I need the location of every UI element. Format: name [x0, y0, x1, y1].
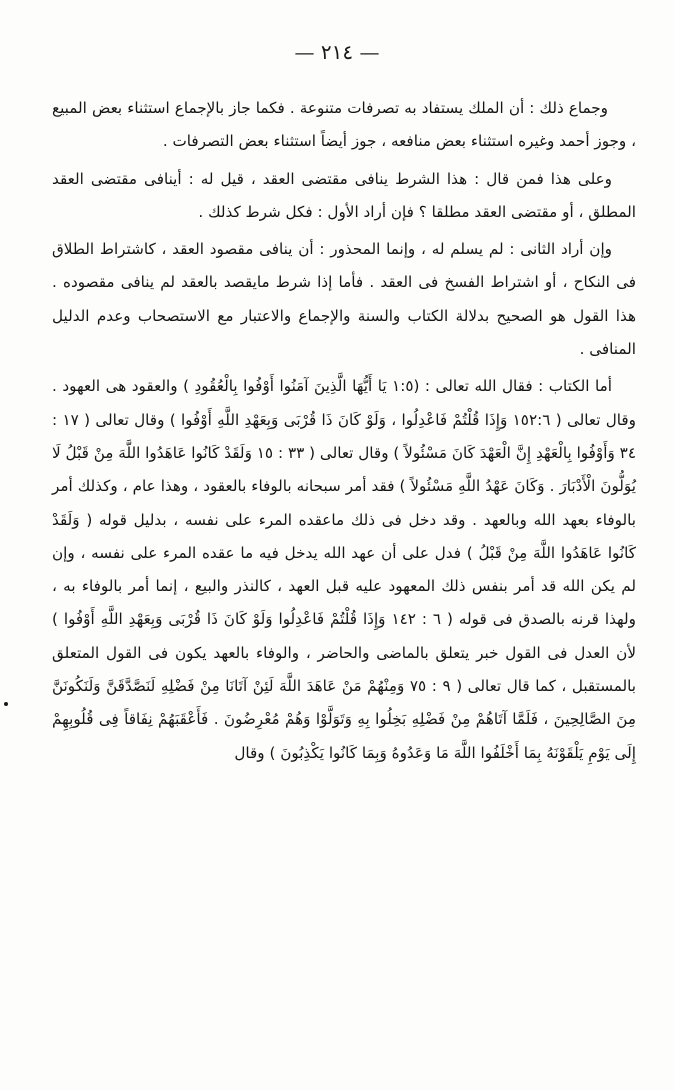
paragraph-sale-exceptions: وجماع ذلك : أن الملك يستفاد به تصرفات متنوعة . فكما جاز بالإجماع استثناء بعض المبيع ، وجوز أحمد وغيره استثناء بعض منافعه ، جوز أيضاً استثناء بعض التصرفات .	[52, 99, 636, 151]
margin-dot	[4, 702, 8, 706]
page-body	[52, 92, 636, 774]
paragraph-contract-requirement: وعلى هذا فمن قال : هذا الشرط ينافى مقتضى العقد ، قيل له : أينافى مقتضى العقد المطلق ، أو مقتضى العقد مطلقا ؟ فإن أراد الأول : فكل شرط كذلك .	[52, 169, 636, 221]
paragraph-contract-purpose: وإن أراد الثانى : لم يسلم له ، وإنما المحذور : أن ينافى مقصود العقد ، كاشتراط الطلاق فى النكاح ، أو اشتراط الفسخ فى العقد . فأما إذا شرط مايقصد بالعقد لم ينافى مقصوده . هذا القول هو الصحيح بدلالة الكتاب والسنة والإجماع والاعتبار مع الاستصحاب وعدم الدليل المنافى .	[52, 240, 636, 359]
paragraph-quran-evidence: أما الكتاب : فقال الله تعالى : (١:٥ يَا أَيُّهَا الَّذِينَ آمَنُوا أَوْفُوا بِالْعُقُودِ ) والعقود هى العهود . وقال تعالى ( ١٥٢:٦ وَإِذَا قُلْتُمْ فَاعْدِلُوا ، وَلَوْ كَانَ ذَا قُرْبَى وَبِعَهْدِ اللَّهِ أَوْفُوا ) وقال تعالى ( ١٧ : ٣٤ وَأَوْفُوا بِالْعَهْدِ إِنَّ الْعَهْدَ كَانَ مَسْئُولاً ) وقال تعالى ( ٣٣ : ١٥ وَلَقَدْ كَانُوا عَاهَدُوا اللَّهَ مِنْ قَبْلُ لَا يُوَلُّونَ الْأَدْبَارَ . وَكَانَ عَهْدُ اللَّهِ مَسْئُولاً ) فقد أمر سبحانه بالوفاء بالعقود ، وهذا عام ، وكذلك أمر بالوفاء بعهد الله وبالعهد . وقد دخل فى ذلك ماعقده المرء على نفسه ، بدليل قوله ( وَلَقَدْ كَانُوا عَاهَدُوا اللَّهَ مِنْ قَبْلُ ) فدل على أن عهد الله يدخل فيه ما عقده المرء على نفسه ، وإن لم يكن الله قد أمر بنفس ذلك المعهود عليه قبل العهد ، كالنذر والبيع ، إنما أمر بالوفاء به ، ولهذا قرنه بالصدق فى قوله ( ٦ : ١٤٢ وَإِذَا قُلْتُمْ فَاعْدِلُوا وَلَوْ كَانَ ذَا قُرْبَى وَبِعَهْدِ اللَّهِ أَوْفُوا ) لأن العدل فى القول خبر يتعلق بالماضى والحاضر ، والوفاء بالعهد يكون فى القول المتعلق بالمستقبل ، كما قال تعالى ( ٩ : ٧٥ وَمِنْهُمْ مَنْ عَاهَدَ اللَّهَ لَئِنْ آتَانَا مِنْ فَضْلِهِ لَنَصَّدَّقَنَّ وَلَنَكُونَنَّ مِنَ الصَّالِحِينَ ، فَلَمَّا آتَاهُمْ مِنْ فَضْلِهِ بَخِلُوا بِهِ وَتَوَلَّوْا وَهُمْ مُعْرِضُونَ . فَأَعْقَبَهُمْ نِفَاقاً فِى قُلُوبِهِمْ إِلَى يَوْمِ يَلْقَوْنَهُ بِمَا أَخْلَفُوا اللَّهَ مَا وَعَدُوهُ وَبِمَا كَانُوا يَكْذِبُونَ ) وقال	[52, 377, 637, 762]
page-number: — ٢١٤ —	[294, 40, 380, 64]
